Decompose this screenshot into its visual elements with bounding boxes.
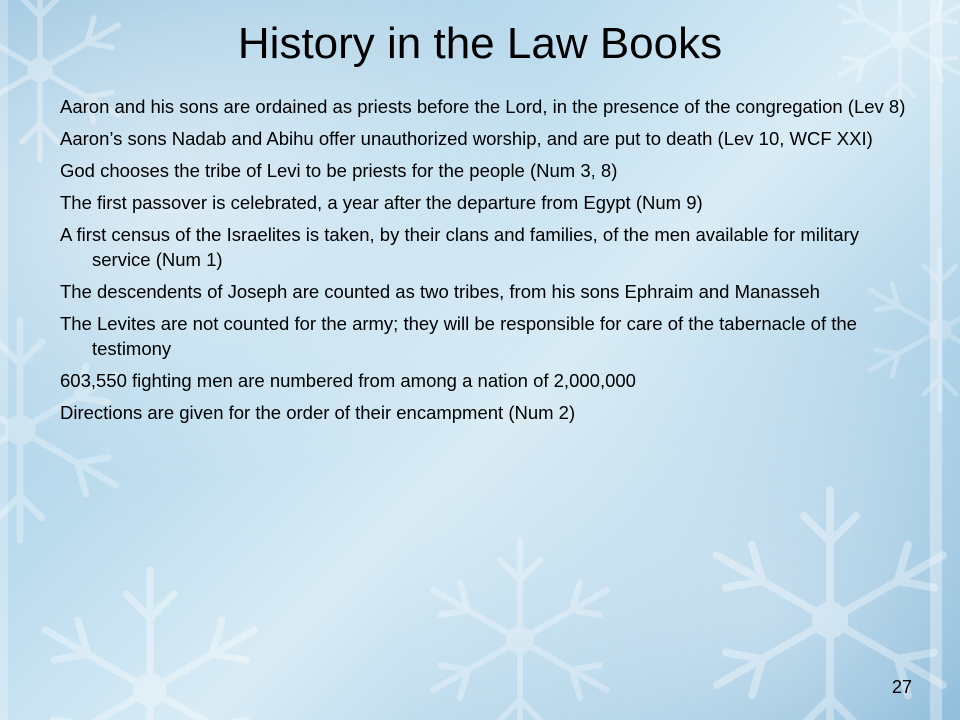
bullet-item: Directions are given for the order of their encampment (Num 2)	[60, 402, 576, 423]
bullet-item: Aaron and his sons are ordained as priests before the Lord, in the presence of the congregation (Lev 8)	[60, 96, 906, 117]
page-number: 27	[891, 677, 912, 697]
bullet-item: A first census of the Israelites is taken, by their clans and families, of the men available for military service (Num 1)	[60, 224, 859, 270]
bullet-item: Aaron’s sons Nadab and Abihu offer unauthorized worship, and are put to death (Lev 10, WCF XXI)	[60, 128, 873, 149]
slide-title: History in the Law Books	[237, 19, 723, 68]
vertical-band-right	[930, 0, 942, 720]
bullet-item: The first passover is celebrated, a year after the departure from Egypt (Num 9)	[60, 192, 703, 213]
bullet-item: The descendents of Joseph are counted as two tribes, from his sons Ephraim and Manasseh	[60, 281, 820, 302]
snowflake-bottom-center	[433, 540, 607, 720]
bullet-item: God chooses the tribe of Levi to be priests for the people (Num 3, 8)	[60, 160, 618, 181]
bullet-item: 603,550 fighting men are numbered from among a nation of 2,000,000	[60, 370, 636, 391]
snowflake-bottom-left	[46, 570, 255, 720]
vertical-band-left	[0, 0, 8, 720]
bullet-list	[60, 94, 910, 432]
bullet-item: The Levites are not counted for the army; they will be responsible for care of the tabernacle of the testimony	[60, 313, 857, 359]
